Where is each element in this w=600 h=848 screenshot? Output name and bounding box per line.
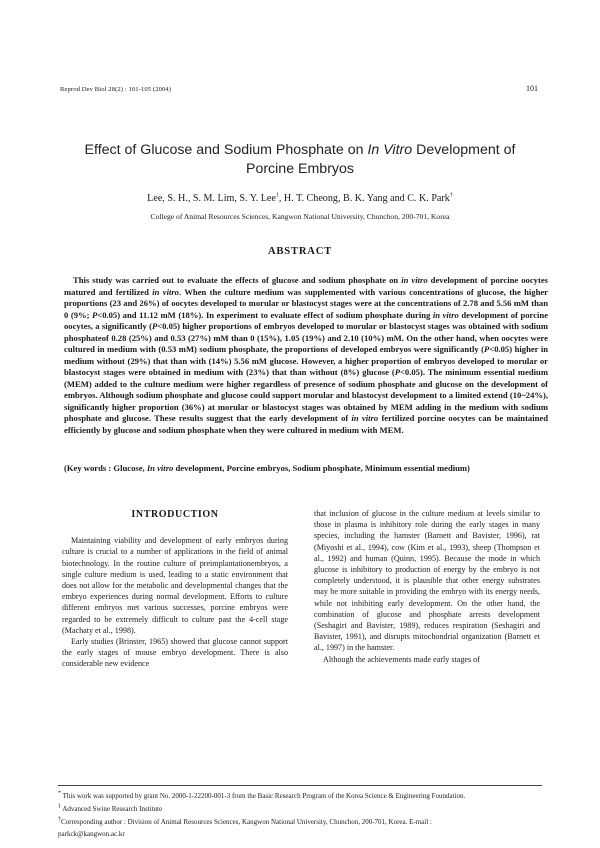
footnote-mark: * [58,790,61,797]
abstract-seg: fertilized porcine oocytes can be maintained efficiently by glucose and sodium phosphate when they were cultured in medium with MEM. [64,413,548,435]
abstract-italic: P [151,321,158,331]
abstract-heading: ABSTRACT [267,246,333,257]
footnote-text: Advanced Swine Research Institute [61,804,163,813]
keywords-text-a: (Key words : Glucose, [64,463,147,473]
title-line-2: Porcine Embryos [245,161,355,177]
corresponding-mark: † [449,192,453,199]
footnote-funding [58,790,542,803]
footnote-divider [58,785,542,786]
abstract-italic: P [92,309,98,320]
title-part-2: Development of [412,142,516,158]
author-list [40,193,560,204]
abstract-seg: <0.05) higher in medium without (29%) that than with (14%) 5.56 mM glucose. However, a higher proportion of embryos developed to morular or blastocyst stages were obtained in medium with (23%) that than without (8%) glucose ( [64,344,548,377]
introduction-heading: INTRODUCTION [131,509,219,520]
running-head: Reprod Dev Biol 28(2) : 101-105 (2004) [60,86,172,93]
intro-paragraph-4: Although the achievements made early stages of [323,654,480,664]
abstract-italic: P [394,367,401,377]
intro-paragraph-2: Early studies (Brinster, 1965) showed that glucose cannot support the early stages of mouse embryo development. There is also considerable new evidence [62,637,288,669]
keywords-text-b: development, Porcine embryos, Sodium phosphate, Minimum essential medium) [173,463,470,473]
left-column [62,509,288,670]
abstract-italic: P [484,344,490,354]
title-part-1: Effect of Glucose and Sodium Phosphate on [84,142,368,158]
footnote-mark: 1 [58,803,61,810]
paper-title [40,141,560,179]
abstract-seg: <0.05). The minimum essential medium (MEM) added to the culture medium were higher regardless of presence of sodium phosphate and glucose on the development of embryos. Although sodium phosphate and glucose could support morular and blastocyst development to a limited extend (10~24%), significantly higher proportion (36%) at morular or blastocyst stages was obtained by MEM adding in the medium with sodium phosphate and glucose. These results suggest that the early development of [64,367,548,423]
keywords [64,463,548,475]
abstract-italic: in vitro [152,286,179,297]
abstract-seg: development of porcine oocytes matured and fertilized [64,275,548,297]
title-in-vitro: In Vitro [367,142,413,158]
abstract-body [64,275,548,436]
abstract-italic: in vitro [351,413,379,423]
footnote-email: parkck@kangwon.ac.kr [58,830,125,839]
page-number: 101 [526,84,538,93]
intro-paragraph-1: Maintaining viability and development of early embryos during culture is crucial to a number of applications in the field of animal biotechnology. In the routine culture of preimplantationembryos, a single culture medium is used, leading to a static environment that does not allow for the metabolic and developmental changes that the embryo experiences during normal development. Efforts to culture different embryos met various successes, porcine embryos were regarded to be extremely difficult to culture past the 4-cell stage (Machaty et al., 1998). [62,536,288,635]
intro-paragraph-3: that inclusion of glucose in the culture medium at levels similar to those in plasma is inhibitory role during the early stages in many species, including the hamster (Barnett and Bavister, 1996), rat (Miyoshi et al., 1994), cow (Kim et al., 1993), sheep (Thompson et al., 1992) and human (Quinn, 1995). Because the mode in which glucose is inhibitory to production of energy by the embryo is not completely understood, it is plausible that other energy substrates may be more suitable in providing the embryo with its energy needs, while not inhibiting early development. On the other hand, the combination of glucose and phosphate arrests development (Seshagiri and Bavister, 1989), reduces respiration (Seshagiri and Bavister, 1991), and disrupts mitochondrial organization (Barnett et al., 1997) in the hamster. [314,509,540,653]
footnote-text: Corresponding author : Division of Animal Resources Sciences, Kangwon National University, Chunchon, 200-701, Korea. E-mail : [61,817,432,826]
right-column [314,508,540,665]
abstract-seg: This study was carried out to evaluate the effects of glucose and sodium phosphate on [73,275,402,285]
abstract-seg: <0.05) and 11.12 mM (18%). In experiment to evaluate effect of sodium phosphate during [97,309,433,320]
footnotes [58,790,542,841]
footnote-corresponding [58,816,542,829]
abstract-italic: in vitro [432,309,459,320]
footnote-mark: † [58,816,61,823]
abstract-seg: . When the culture medium was supplemented with various concentrations of glucose, the higher proportions (23 and 26%) of oocytes developed to morular or blastocyst stages were at the concentrations of 2.78 and 5.56 mM than 0 (9%; [64,286,548,320]
authors-text-a: Lee, S. H., S. M. Lim, S. Y. Lee [147,193,276,204]
authors-text-b: , H. T. Cheong, B. K. Yang and C. K. Park [278,193,450,204]
affiliation-mark-1: 1 [275,192,279,199]
footnote-affiliation [58,803,542,816]
affiliation: College of Animal Resources Sciences, Kangwon National University, Chunchon, 200-701, Korea [150,212,450,221]
abstract-seg: development of porcine oocytes, a significantly ( [64,309,549,331]
abstract-italic: in vitro [401,275,428,285]
keywords-italic: In vitro [146,463,174,473]
abstract-seg: <0.05) higher proportions of embryos developed to morular or blastocyst stages was obtained with sodium phosphateof 0.28 (25%) and 0.53 (27%) mM than 0 (15%), 1.05 (19%) and 2.10 (10%) mM. On the other hand, when oocytes were cultured in medium with (0.53 mM) sodium phosphate, the proportions of developed embryos were significantly ( [64,321,548,354]
footnote-text: This work was supported by grant No. 2000-1-22200-001-3 from the Basic Research Program of the Korea Science & Engineering Foundation. [61,792,466,800]
